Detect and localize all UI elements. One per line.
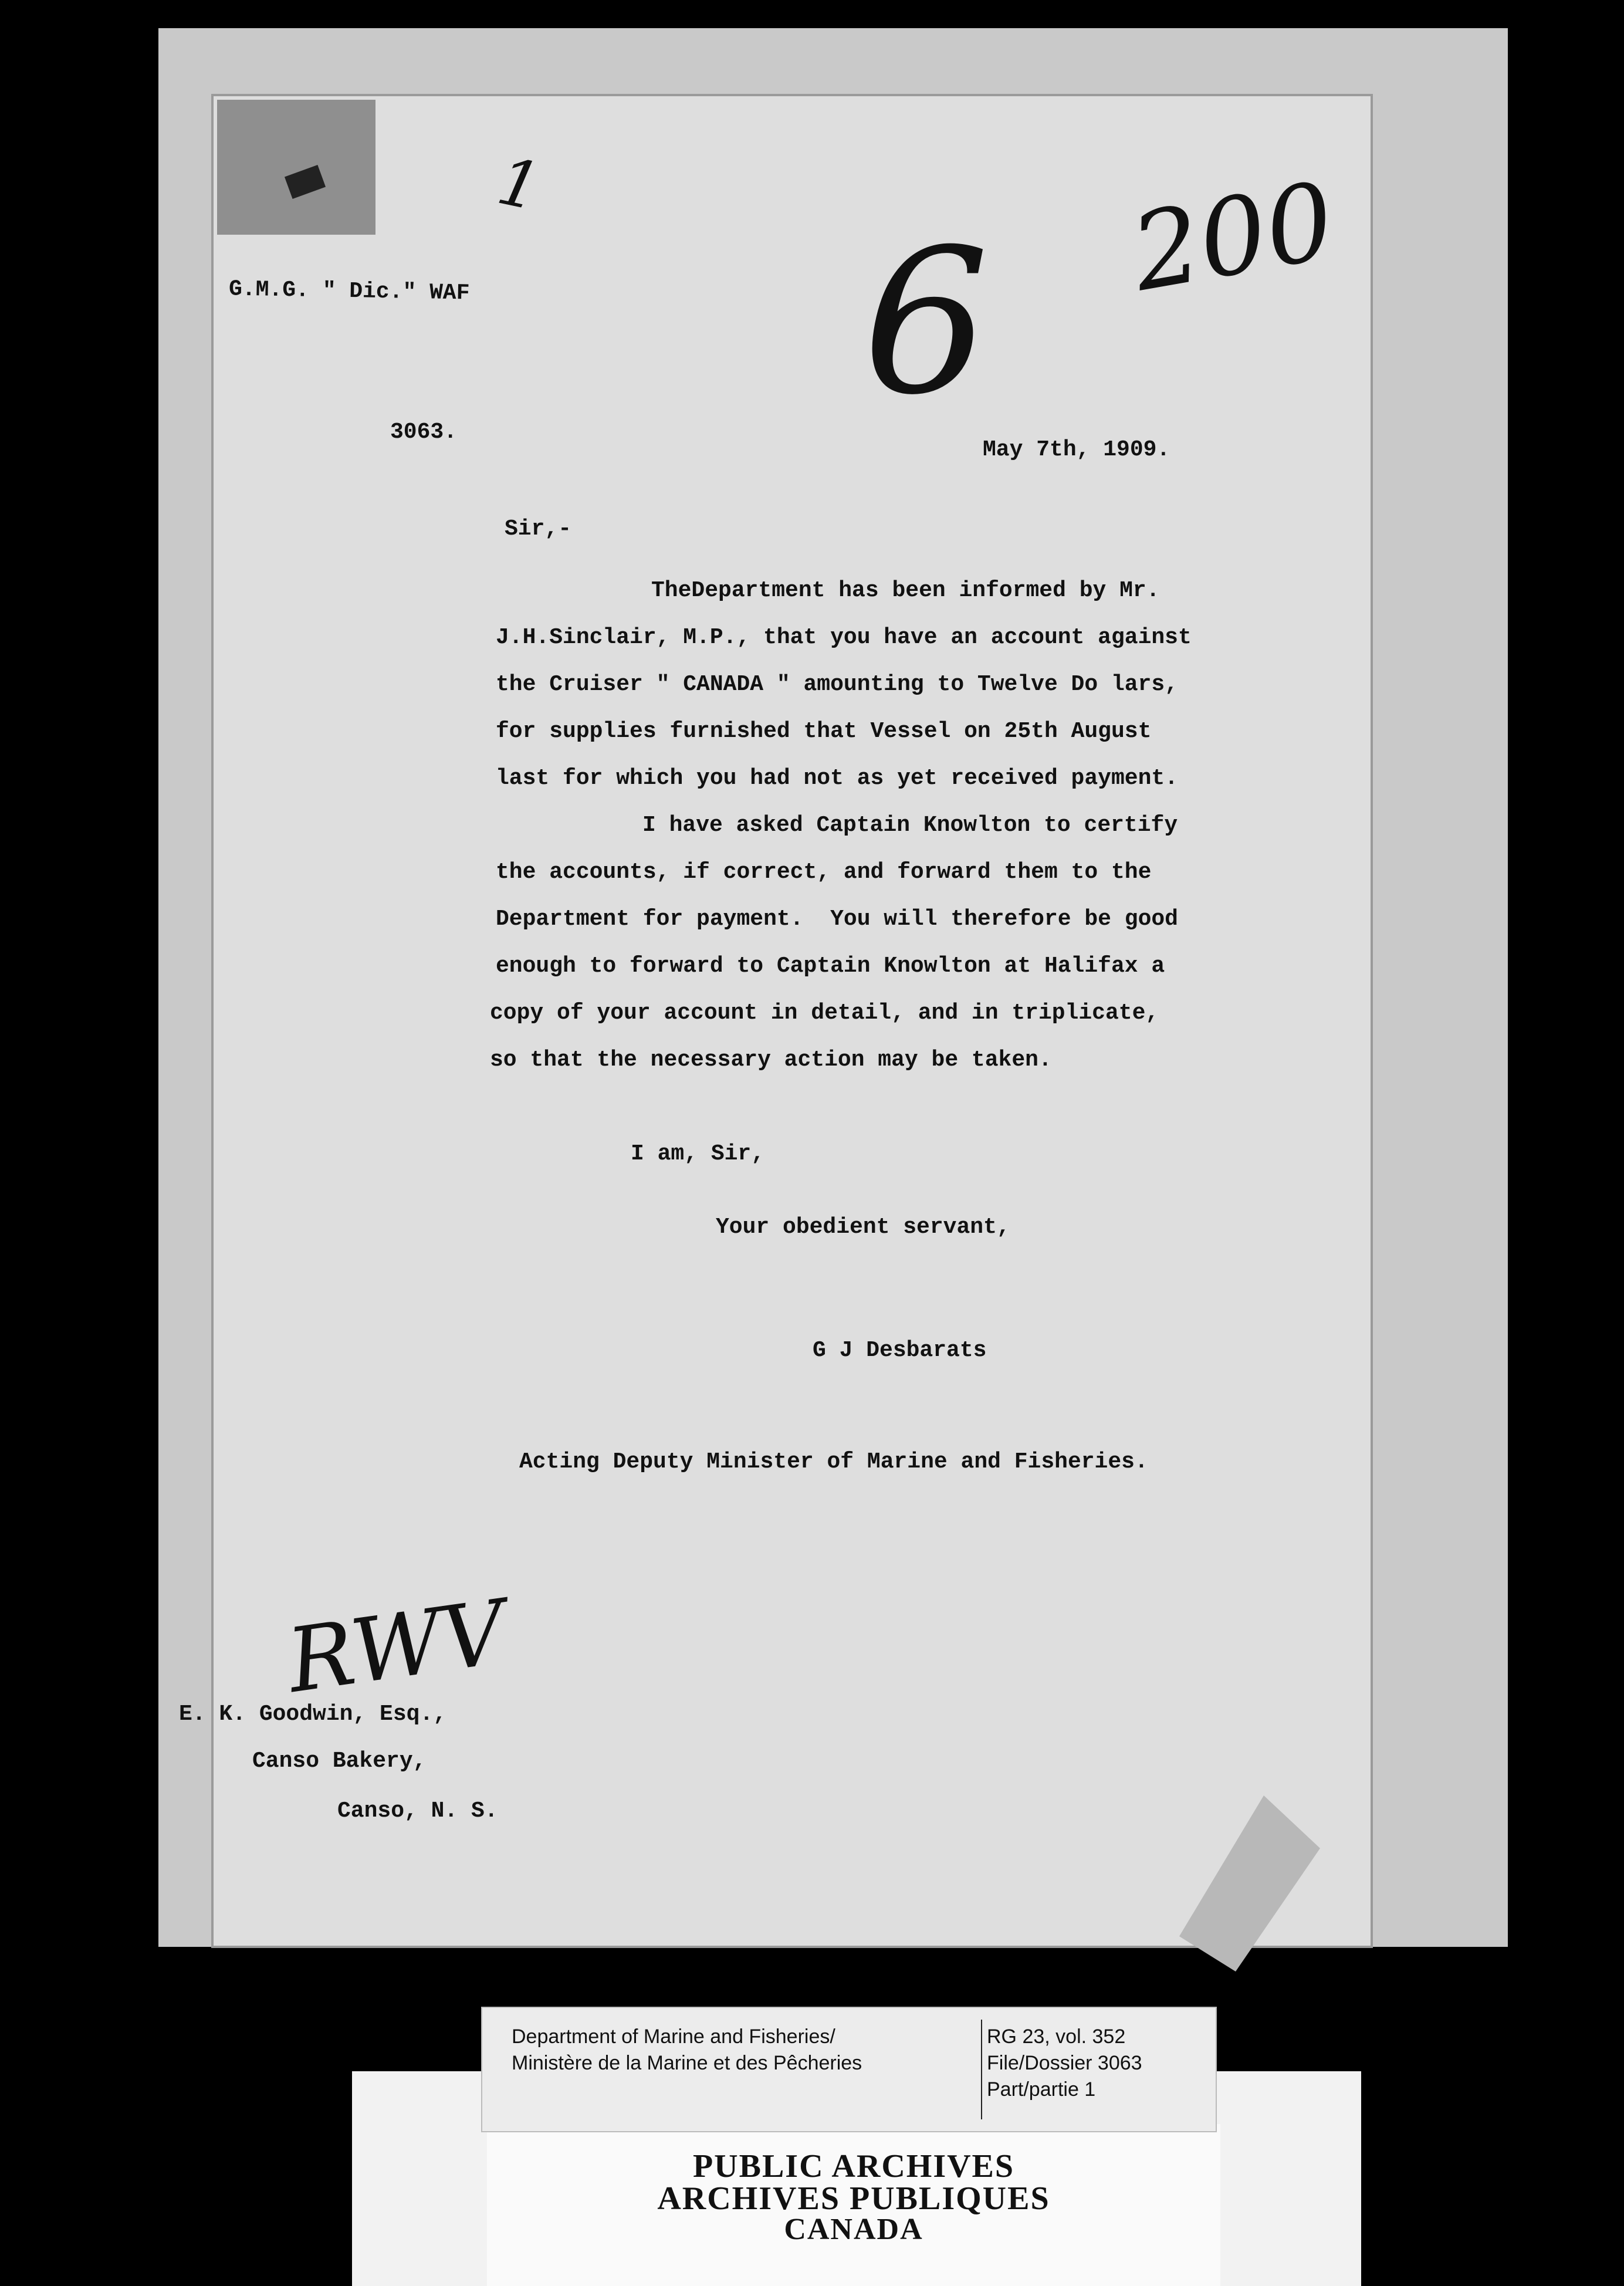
part-partie: Part/partie 1 (987, 2078, 1096, 2101)
handwritten-initials: RWV (281, 1581, 512, 1713)
recipient-line: Canso Bakery, (252, 1749, 427, 1774)
signatory-title: Acting Deputy Minister of Marine and Fisheries. (519, 1449, 1148, 1475)
archive-stamp (487, 2124, 1220, 2286)
salutation: Sir,- (505, 516, 572, 542)
stamp-line: PUBLIC ARCHIVES (692, 2148, 1015, 2184)
record-group: RG 23, vol. 352 (987, 2025, 1126, 2048)
stamp-line: CANADA (784, 2213, 923, 2246)
handwritten-folio-number: 200 (1123, 159, 1344, 316)
signatory-name: G J Desbarats (813, 1338, 987, 1363)
label-divider (981, 2020, 982, 2119)
body-line: for supplies furnished that Vessel on 25th August (496, 719, 1152, 744)
file-number: 3063. (390, 420, 458, 445)
body-line: J.H.Sinclair, M.P., that you have an account against (496, 625, 1192, 650)
recipient-line: Canso, N. S. (337, 1798, 498, 1824)
letter-date: May 7th, 1909. (983, 437, 1170, 462)
body-line: so that the necessary action may be taken. (490, 1047, 1052, 1073)
body-line: the accounts, if correct, and forward them to the (496, 860, 1152, 885)
body-line: enough to forward to Captain Knowlton at Halifax a (496, 953, 1165, 979)
archive-reference-label (481, 2007, 1217, 2132)
body-line: the Cruiser " CANADA " amounting to Twelve Do lars, (496, 672, 1178, 697)
department-name-en: Department of Marine and Fisheries/ (512, 2025, 835, 2048)
department-name-fr: Ministère de la Marine et des Pêcheries (512, 2052, 862, 2074)
body-line: copy of your account in detail, and in triplicate, (490, 1000, 1159, 1026)
handwritten-page-mark: 1 (491, 143, 547, 225)
file-dossier: File/Dossier 3063 (987, 2052, 1142, 2074)
stamp-line: ARCHIVES PUBLIQUES (657, 2180, 1050, 2217)
reference-code: G.M.G. " Dic." WAF (228, 276, 470, 306)
body-line: TheDepartment has been informed by Mr. (651, 578, 1160, 603)
paper-stain (217, 100, 375, 235)
handwritten-large-mark: 6 (862, 207, 990, 439)
closing-line: Your obedient servant, (716, 1215, 1010, 1240)
closing-line: I am, Sir, (631, 1141, 765, 1166)
body-line: last for which you had not as yet received payment. (496, 766, 1178, 791)
body-line: Department for payment. You will therefore be good (496, 907, 1178, 932)
recipient-line: E. K. Goodwin, Esq., (179, 1702, 447, 1727)
body-line: I have asked Captain Knowlton to certify (642, 813, 1178, 838)
